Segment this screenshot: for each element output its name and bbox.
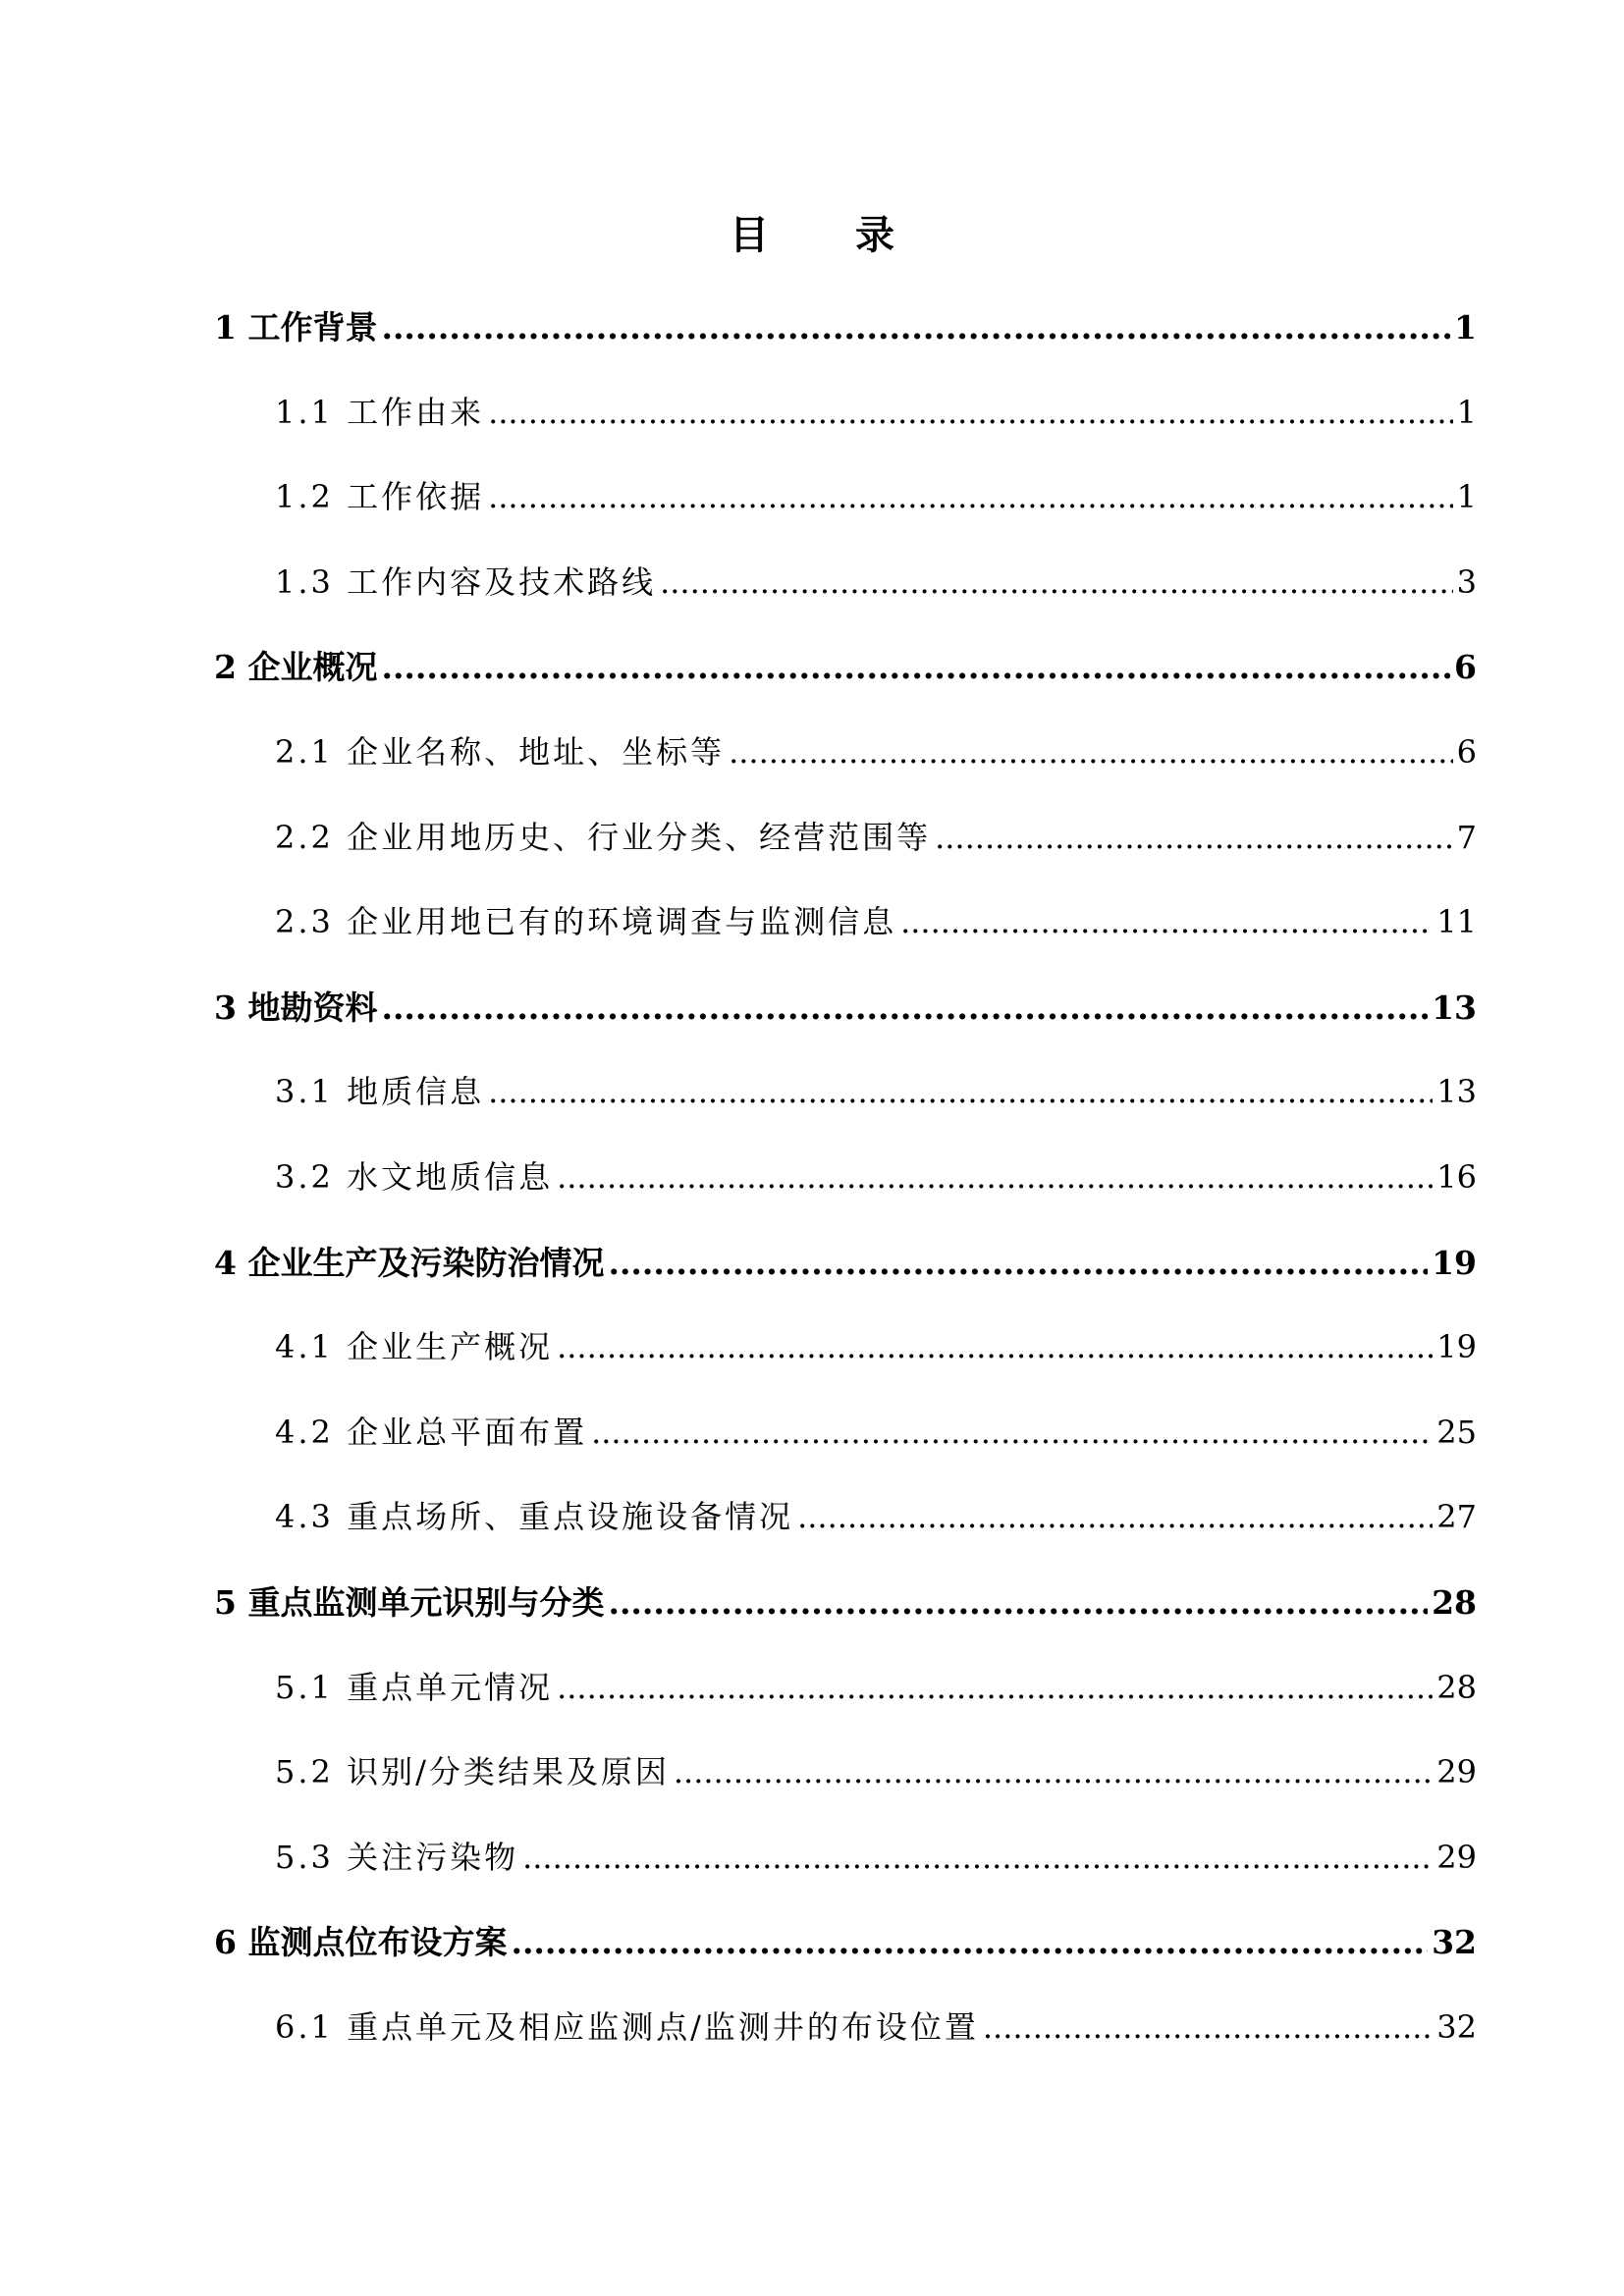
toc-entry-label: 4.3 重点场所、重点设施设备情况 bbox=[275, 1498, 794, 1536]
dot-leader bbox=[608, 1244, 1428, 1282]
toc-entry-label: 3.2 水文地质信息 bbox=[275, 1157, 554, 1196]
table-of-contents bbox=[214, 287, 1477, 2071]
dot-leader bbox=[797, 1498, 1433, 1535]
toc-entry[interactable] bbox=[214, 1222, 1477, 1308]
title-char-1: 目 bbox=[730, 212, 769, 258]
dot-leader bbox=[660, 563, 1453, 601]
toc-entry[interactable] bbox=[214, 1817, 1477, 1902]
dot-leader bbox=[557, 1328, 1433, 1365]
toc-entry-page: 6 bbox=[1456, 732, 1477, 771]
toc-entry[interactable] bbox=[214, 542, 1477, 627]
toc-entry-label: 6.1 重点单元及相应监测点/监测井的布设位置 bbox=[275, 2007, 979, 2046]
toc-entry[interactable] bbox=[214, 797, 1477, 882]
toc-entry[interactable] bbox=[214, 1732, 1477, 1817]
dot-leader bbox=[381, 648, 1450, 686]
toc-entry-page: 6 bbox=[1454, 648, 1477, 687]
toc-entry-label: 1 工作背景 bbox=[214, 308, 378, 347]
toc-entry[interactable] bbox=[214, 712, 1477, 797]
dot-leader bbox=[488, 1073, 1433, 1110]
toc-entry-page: 19 bbox=[1436, 1328, 1477, 1366]
toc-entry-label: 2 企业概况 bbox=[214, 648, 378, 687]
toc-entry[interactable] bbox=[214, 372, 1477, 457]
toc-entry-label: 2.1 企业名称、地址、坐标等 bbox=[275, 732, 726, 771]
dot-leader bbox=[674, 1753, 1433, 1790]
toc-entry[interactable] bbox=[214, 1476, 1477, 1562]
toc-entry-page: 32 bbox=[1432, 1923, 1477, 1962]
toc-entry[interactable] bbox=[214, 967, 1477, 1052]
title-char-2: 录 bbox=[855, 212, 894, 258]
toc-entry-page: 28 bbox=[1436, 1668, 1477, 1706]
toc-entry-page: 1 bbox=[1456, 478, 1477, 516]
toc-entry-page: 13 bbox=[1432, 988, 1477, 1027]
toc-entry-label: 2.3 企业用地已有的环境调查与监测信息 bbox=[275, 903, 897, 941]
toc-entry-label: 3 地勘资料 bbox=[214, 988, 378, 1027]
toc-entry-page: 27 bbox=[1436, 1498, 1477, 1536]
toc-entry-label: 1.2 工作依据 bbox=[275, 478, 485, 516]
toc-entry-label: 5 重点监测单元识别与分类 bbox=[214, 1582, 605, 1622]
toc-entry-label: 4.1 企业生产概况 bbox=[275, 1328, 554, 1366]
toc-entry-page: 32 bbox=[1436, 2007, 1477, 2046]
toc-entry[interactable] bbox=[214, 456, 1477, 542]
toc-entry-label: 5.3 关注污染物 bbox=[275, 1838, 519, 1876]
toc-entry-label: 5.2 识别/分类结果及原因 bbox=[275, 1753, 670, 1791]
toc-entry-page: 13 bbox=[1436, 1073, 1477, 1111]
toc-entry-label: 4 企业生产及污染防治情况 bbox=[214, 1243, 605, 1282]
page-title bbox=[0, 204, 1624, 260]
toc-entry-page: 19 bbox=[1432, 1243, 1477, 1282]
toc-entry[interactable] bbox=[214, 626, 1477, 712]
dot-leader bbox=[488, 394, 1453, 431]
dot-leader bbox=[935, 819, 1453, 856]
toc-entry-label: 3.1 地质信息 bbox=[275, 1073, 485, 1111]
dot-leader bbox=[983, 2008, 1433, 2046]
toc-entry-label: 1.3 工作内容及技术路线 bbox=[275, 562, 657, 601]
toc-entry[interactable] bbox=[214, 881, 1477, 967]
toc-entry[interactable] bbox=[214, 1137, 1477, 1222]
dot-leader bbox=[900, 903, 1433, 940]
toc-entry-page: 29 bbox=[1436, 1838, 1477, 1876]
toc-entry-page: 28 bbox=[1432, 1582, 1477, 1622]
toc-entry-page: 1 bbox=[1454, 308, 1477, 347]
toc-entry[interactable] bbox=[214, 1901, 1477, 1987]
toc-entry-page: 16 bbox=[1436, 1157, 1477, 1196]
toc-entry[interactable] bbox=[214, 287, 1477, 372]
dot-leader bbox=[522, 1839, 1433, 1876]
toc-entry[interactable] bbox=[214, 1987, 1477, 2072]
toc-entry[interactable] bbox=[214, 1562, 1477, 1647]
dot-leader bbox=[729, 733, 1453, 771]
toc-entry[interactable] bbox=[214, 1392, 1477, 1477]
toc-entry-label: 4.2 企业总平面布置 bbox=[275, 1413, 588, 1451]
dot-leader bbox=[511, 1923, 1428, 1961]
toc-entry-page: 7 bbox=[1456, 818, 1477, 856]
toc-entry-label: 5.1 重点单元情况 bbox=[275, 1668, 554, 1706]
toc-entry-page: 1 bbox=[1456, 393, 1477, 431]
dot-leader bbox=[608, 1583, 1428, 1622]
toc-entry-page: 29 bbox=[1436, 1753, 1477, 1791]
toc-entry-label: 1.1 工作由来 bbox=[275, 393, 485, 431]
toc-entry[interactable] bbox=[214, 1307, 1477, 1392]
toc-entry-page: 11 bbox=[1436, 903, 1477, 941]
toc-entry-page: 25 bbox=[1436, 1413, 1477, 1451]
toc-entry[interactable] bbox=[214, 1647, 1477, 1733]
dot-leader bbox=[557, 1158, 1433, 1196]
dot-leader bbox=[557, 1669, 1433, 1706]
dot-leader bbox=[381, 308, 1450, 347]
dot-leader bbox=[591, 1414, 1433, 1451]
toc-entry[interactable] bbox=[214, 1051, 1477, 1137]
dot-leader bbox=[488, 478, 1453, 515]
toc-entry-label: 2.2 企业用地历史、行业分类、经营范围等 bbox=[275, 818, 932, 856]
toc-entry-label: 6 监测点位布设方案 bbox=[214, 1923, 508, 1962]
toc-entry-page: 3 bbox=[1456, 562, 1477, 601]
dot-leader bbox=[381, 988, 1428, 1027]
